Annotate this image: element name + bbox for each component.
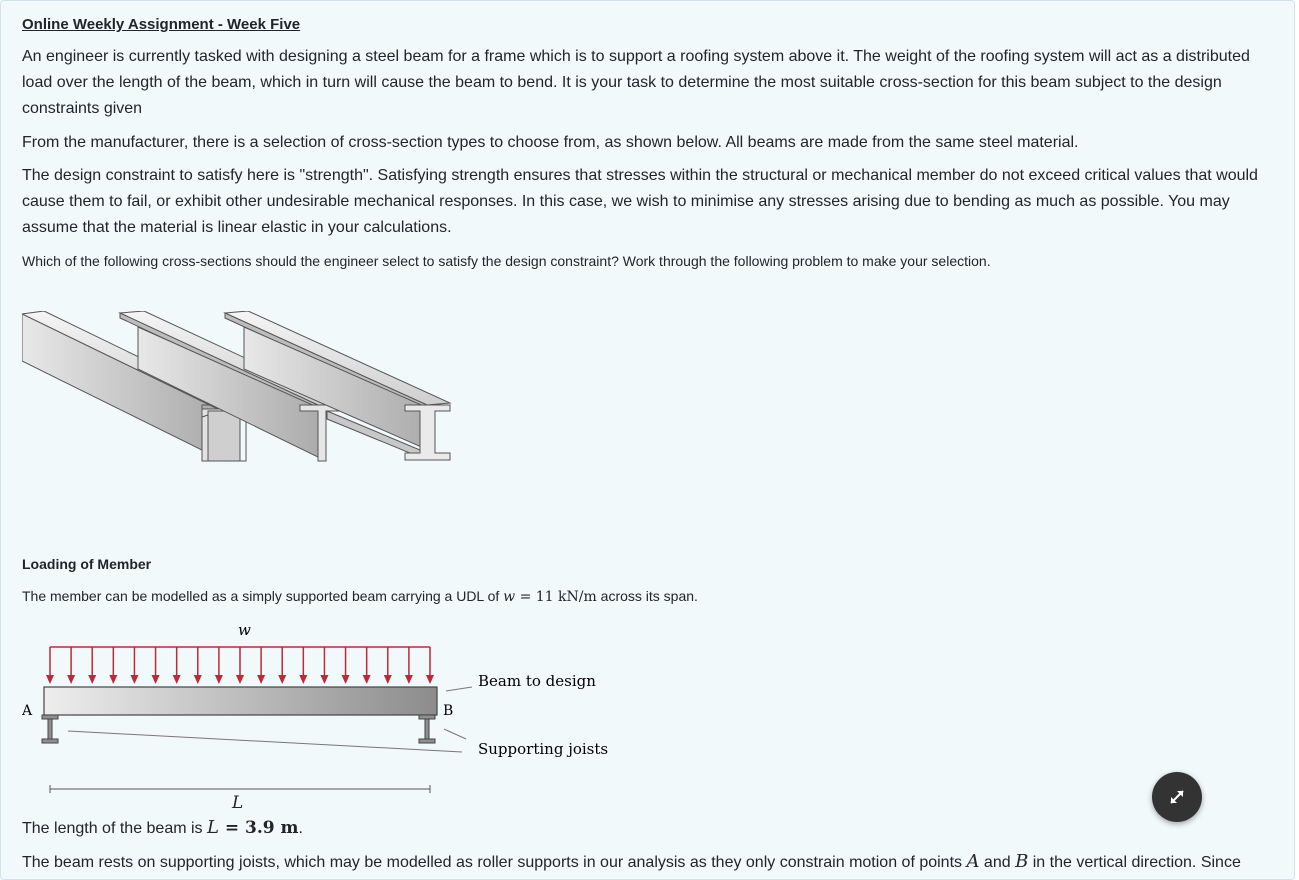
length-label: L [232,793,244,813]
l-value: = 3.9 m [218,818,299,838]
question-text: Which of the following cross-sections should the engineer select to satisfy the design constraint? Work through the following problem to make your selection. [22,253,991,269]
load-arrow-head [384,675,392,684]
beam-to-design-label: Beam to design [478,672,596,690]
load-arrow-head [342,675,350,684]
supporting-joists-label: Supporting joists [478,740,609,758]
assignment-content [22,14,1282,876]
load-arrow-head [363,675,371,684]
a-symbol: A [966,851,980,872]
udl-load-arrows [46,647,434,684]
beam-diagram [22,613,622,799]
load-arrow-head [67,675,75,684]
load-arrow-head [257,675,265,684]
load-arrow-head [278,675,286,684]
constraint-paragraph: The design constraint to satisfy here is "strength". Satisfying strength ensures that stresses within the structural or mechanical member do not exceed critical values that would cause them to fail, or exhibit other undesirable mechanical responses. In this case, we wish to minimise any stresses arising due to bending as much as possible. You may assume that the material is linear elastic in your calculations. [22,167,1258,236]
support-joist-b [419,715,435,743]
length-text: The length of the beam is L = 3.9 m. [22,817,303,838]
page-title: Online Weekly Assignment - Week Five [22,16,301,33]
joist-leader-line-a [68,731,462,752]
load-arrow-head [46,675,54,684]
beam-leader-line [446,687,472,691]
w-value: = 11 kN/m [515,589,597,605]
fullscreen-button[interactable] [1152,772,1202,822]
load-arrow-head [426,675,434,684]
w-symbol: w [503,589,516,605]
cross-section-illustration [22,311,462,476]
supports-text: The beam rests on supporting joists, which may be modelled as roller supports in our analysis as they only constrain motion of points A and B in the vertical direction. Since [22,851,1241,872]
load-arrow-head [236,675,244,684]
load-arrow-head [109,675,117,684]
loading-heading: Loading of Member [22,556,152,572]
load-arrow-head [130,675,138,684]
support-joist-a [42,715,58,743]
load-arrow-head [88,675,96,684]
load-arrow-head [152,675,160,684]
w-label: w [238,621,251,639]
b-symbol: B [1015,851,1029,872]
intro-paragraph: An engineer is currently tasked with designing a steel beam for a frame which is to support a roofing system above it. The weight of the roofing system will act as a distributed load over the length of the beam, which in turn will cause the beam to bend. It is your task to determine the most suitable cross-section for this beam subject to the design constraints given [22,48,1250,117]
load-arrow-head [320,675,328,684]
expand-arrows-icon [1152,772,1202,822]
beam-body [44,687,437,715]
load-arrow-head [173,675,181,684]
joist-leader-line-b [444,729,466,739]
load-arrow-head [194,675,202,684]
load-arrow-head [215,675,223,684]
load-arrow-head [405,675,413,684]
l-symbol: L [207,817,219,838]
load-arrow-head [299,675,307,684]
loading-text: The member can be modelled as a simply supported beam carrying a UDL of w = 11 kN/m across its span. [22,588,698,605]
point-b-label: B [443,703,454,719]
point-a-label: A [22,703,33,719]
manufacturer-paragraph: From the manufacturer, there is a selection of cross-section types to choose from, as shown below. All beams are made from the same steel material. [22,134,1079,151]
